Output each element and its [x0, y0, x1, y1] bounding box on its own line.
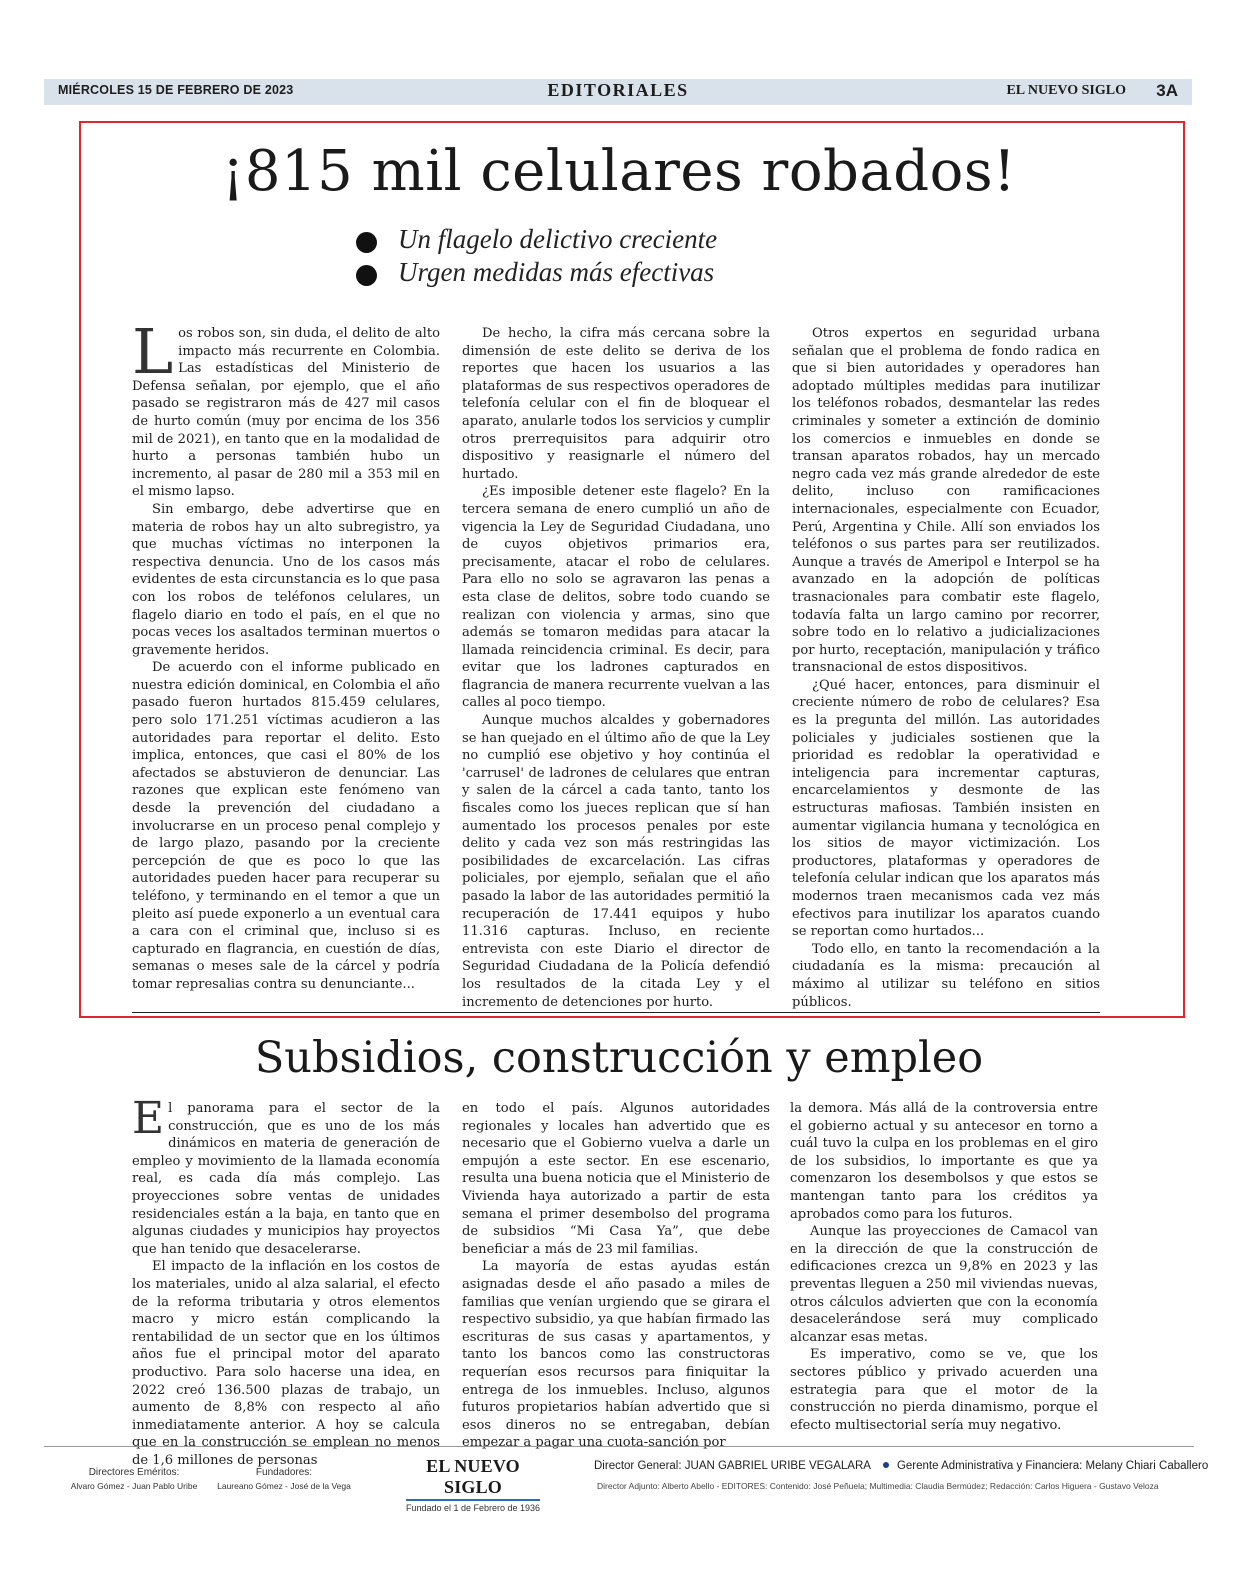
footer-emeritus	[50, 1467, 218, 1491]
article1-paragraph: ¿Es imposible detener este flagelo? En la tercera semana de enero cumplió un año de vigencia la Ley de Seguridad Ciudadana, uno de cuyos objetivos primarios era, precisamente, atacar el robo de celulares. Para ello no solo se agravaron las penas a esta clase de delitos, sobre todo cuando se realizan con violencia y armas, sino que además se tomaron medidas para atacar la llamada reincidencia criminal. Es decir, para evitar que los ladrones capturados en flagrancia de manera recurrente vuelvan a las calles al poco tiempo.	[462, 484, 770, 711]
article1-paragraph: Sin embargo, debe advertirse que en materia de robos hay un alto subregistro, ya que muchas víctimas no interponen la respectiva denuncia. Uno de los casos más evidentes de esta circunstancia es lo que pasa con los robos de teléfonos celulares, un flagelo diario en todo el país, en el que no pocas veces los asaltados terminan muertos o gravemente heridos.	[132, 501, 440, 658]
director-name: JUAN GABRIEL URIBE VEGALARA	[684, 1460, 871, 1472]
article2-column-3	[790, 1100, 1098, 1434]
article1-paragraph: Los robos son, sin duda, el delito de alto impacto más recurrente en Colombia. Las estadísticas del Ministerio de Defensa señalan, por ejemplo, que el año pasado se registraron más de 427 mil casos de hurto común (muy por encima de los 356 mil de 2021), en tanto que en la modalidad de hurto a personas también hubo un incremento, al pasar de 280 mil a 353 mil en el mismo lapso.	[132, 315, 440, 500]
founders-names: Laureano Gómez - José de la Vega	[217, 1481, 351, 1491]
article2-paragraph: La mayoría de estas ayudas están asignadas desde el año pasado a miles de familias que venían urgiendo que se girara el respectivo subsidio, ya que habían firmado las escrituras de sus casas y apartamentos, y tanto los bancos como las constructoras requerían esos recursos para finiquitar la entrega de los inmuebles. Incluso, algunos futuros propietarios habían advertido que si esos dineros no se entregaban, debían empezar a pagar una cuota-sanción por	[462, 1259, 770, 1451]
article1-subhead-text: Un flagelo delictivo creciente	[398, 224, 718, 254]
article1-paragraph: Aunque muchos alcaldes y gobernadores se han quejado en el último año de que la Ley no cumplió ese objetivo y hoy continúa el 'carrusel' de ladrones de celulares que entran y salen de la cárcel a cada tanto, tanto los fiscales como los jueces replican que sí han aumentado los procesos penales por este delito y cada vez son más restringidas las posibilidades de excarcelación. Las cifras policiales, por ejemplo, señalan que el año pasado la labor de las autoridades permitió la recuperación de 17.441 equipos y hubo 11.316 capturas. Incluso, en reciente entrevista con este Diario el director de Seguridad Ciudadana de la Policía defendió los resultados de la citada Ley y el incremento de detenciones por hurto.	[462, 713, 770, 1010]
article1-subhead-2	[356, 257, 717, 290]
article2-paragraph: Aunque las proyecciones de Camacol van en la dirección de que la construcción de edificaciones crezca un 9,8% en 2023 y las preventas lleguen a 250 mil viviendas nuevas, otros cálculos advierten que con la economía desacelerándose será muy complicado alcanzar esas metas.	[790, 1224, 1098, 1345]
article1-column-2	[462, 325, 770, 1011]
article2-paragraph: El impacto de la inflación en los costos de los materiales, unido al alza salarial, el efecto de la reforma tributaria y otros elementos macro y micro están complicando la rentabilidad de un sector que en los últimos años fue el principal motor del aparato productivo. Para solo hacerse una idea, en 2022 creó 136.500 plazas de trabajo, un aumento de 8,8% con respecto al año inmediatamente anterior. A hoy se calcula que en la construcción se emplean no menos de 1,6 millones de personas	[132, 1259, 440, 1468]
separator-dot-icon	[883, 1462, 889, 1468]
article1-paragraph: De acuerdo con el informe publicado en nuestra edición dominical, en Colombia el año pasado fueron hurtados 815.459 celulares, pero solo 171.251 víctimas acudieron a las autoridades para reportar el delito. Esto implica, entonces, que casi el 80% de los afectados se abstuvieron de denunciar. Las razones que explican este fenómeno van desde la prevención del ciudadano a involucrarse en un proceso penal complejo y de largo plazo, pasando por la creciente percepción de que es poco lo que las autoridades pueden hacer para recuperar su teléfono, y terminando en el temor a que un pleito así puede exponerlo a un eventual cara a cara con el criminal que, incluso si es capturado en flagrancia, en cuestión de días, semanas o meses sale de la cárcel y podría tomar represalias contra su denunciante...	[132, 660, 440, 992]
drop-cap: L	[132, 315, 174, 388]
footer-founders	[206, 1467, 362, 1491]
article2-paragraph: El panorama para el sector de la construcción, que es uno de los más dinámicos en materia de generación de empleo y movimiento de la llamada economía real, es cada día más complejo. Las proyecciones sobre ventas de unidades residenciales están a la baja, en tanto que en algunas ciudades y municipios hay proyectos que han tenido que desacelerarse.	[132, 1093, 440, 1257]
article1-column-1	[132, 315, 440, 994]
article2-title: Subsidios, construcción y empleo	[254, 1033, 984, 1083]
footer-logo	[400, 1456, 546, 1513]
article-divider	[132, 1012, 1100, 1013]
article1-paragraph: Otros expertos en seguridad urbana señalan que el problema de fondo radica en que si bien autoridades y operadores han adoptado múltiples medidas para inutilizar los teléfonos robados, desmantelar las redes criminales y someter a extinción de dominio los comercios e inmuebles en donde se transan aparatos robados, hay un mercado negro cada vez más grande alrededor de este delito, incluso con ramificaciones internacionales, especialmente con Ecuador, Perú, Argentina y Chile. Allí son enviados los teléfonos o sus partes para ser reutilizados. Aunque a través de Ameripol e Interpol se ha avanzado en la adopción de políticas trasnacionales para combatir este flagelo, todavía falta un largo camino por recorrer, sobre todo en lo relativo a judicializaciones por hurto, receptación, manipulación y tráfico transnacional de estos dispositivos.	[792, 326, 1100, 676]
logo-underline	[406, 1499, 540, 1501]
footer-divider	[44, 1446, 1194, 1447]
logo-founded: Fundado el 1 de Febrero de 1936	[405, 1503, 541, 1513]
manager-name: Melany Chiari Caballero	[1085, 1460, 1209, 1472]
article2-paragraph: Es imperativo, como se ve, que los sectores público y privado acuerden una estrategia para que el motor de la construcción no pierda dinamismo, porque el efecto multisectorial sería muy negativo.	[790, 1347, 1098, 1433]
article2-paragraph: la demora. Más allá de la controversia entre el gobierno actual y su antecesor en torno a cuál tuvo la culpa en los problemas en el giro de los subsidios, lo importante es que ya comenzaron los desembolsos y que estos se mantengan tanto para los créditos ya aprobados como para los futuros.	[790, 1101, 1098, 1222]
drop-cap: E	[132, 1093, 165, 1144]
article2-paragraph: en todo el país. Algunos autoridades regionales y locales han advertido que es necesario que el Gobierno vuelva a darle un empujón a este sector. En ese escenario, resulta una buena noticia que el Ministerio de Vivienda haya autorizado a partir de esta semana el primer desembolso del programa de subsidios “Mi Casa Ya”, que debe beneficiar a más de 23 mil familias.	[462, 1101, 770, 1257]
logo-name: EL NUEVO SIGLO	[426, 1456, 520, 1497]
bullet-dot-icon	[356, 265, 377, 286]
article1-subheads	[356, 224, 717, 290]
footer-staff-main	[594, 1460, 1208, 1472]
founders-label: Fundadores:	[255, 1467, 313, 1478]
manager-label: Gerente Administrativa y Financiera:	[896, 1460, 1083, 1472]
article1-paragraph: ¿Qué hacer, entonces, para disminuir el creciente número de robo de celulares? Esa es la pregunta del millón. Las autoridades policiales y judiciales sostienen que la prioridad es redoblar la operatividad e inteligencia para incrementar capturas, encarcelamientos y desmonte de las estructuras mafiosas. También insisten en aumentar vigilancia humana y tecnológica en los sitios de mayor victimización. Los productores, plataformas y operadores de telefonía celular indican que los aparatos más modernos traen mecanismos cada vez más efectivos para inutilizar los aparatos cuando se reportan como hurtados...	[792, 677, 1100, 940]
footer-editors: Director Adjunto: Alberto Abello - EDITORES: Contenido: José Peñuela; Multimedia: Claudia Bermúdez; Redacción: Carlos Higuera - Gustavo Veloza	[597, 1481, 1159, 1491]
header-date: MIÉRCOLES 15 DE FEBRERO DE 2023	[58, 83, 294, 97]
article1-paragraph: De hecho, la cifra más cercana sobre la dimensión de este delito se deriva de los reportes que hacen los usuarios a las plataformas de sus respectivos operadores de telefonía celular con el fin de bloquear el aparato, anularle todos los servicios y cumplir otros prerrequisitos para adquirir otro dispositivo y reasignarle el número del hurtado.	[462, 326, 770, 482]
bullet-dot-icon	[356, 232, 377, 253]
article2-column-1	[132, 1093, 440, 1469]
page-header-bar	[44, 79, 1192, 105]
article1-subhead-text: Urgen medidas más efectivas	[398, 257, 715, 287]
article1-column-3	[792, 325, 1100, 1011]
emeritus-label: Directores Eméritos:	[88, 1467, 180, 1478]
article1-subhead-1	[356, 224, 717, 257]
header-paper-name: EL NUEVO SIGLO	[1006, 83, 1126, 98]
director-label: Director General:	[594, 1460, 682, 1472]
article2-column-2	[462, 1100, 770, 1452]
header-page-number: 3A	[1156, 81, 1178, 100]
article1-paragraph: Todo ello, en tanto la recomendación a la ciudadanía es la misma: precaución al máximo al utilizar su teléfono en sitios públicos.	[792, 941, 1100, 1010]
article1-title: ¡815 mil celulares robados!	[221, 139, 1017, 204]
emeritus-names: Alvaro Gómez - Juan Pablo Uribe	[70, 1481, 198, 1491]
header-section: EDITORIALES	[547, 80, 689, 100]
